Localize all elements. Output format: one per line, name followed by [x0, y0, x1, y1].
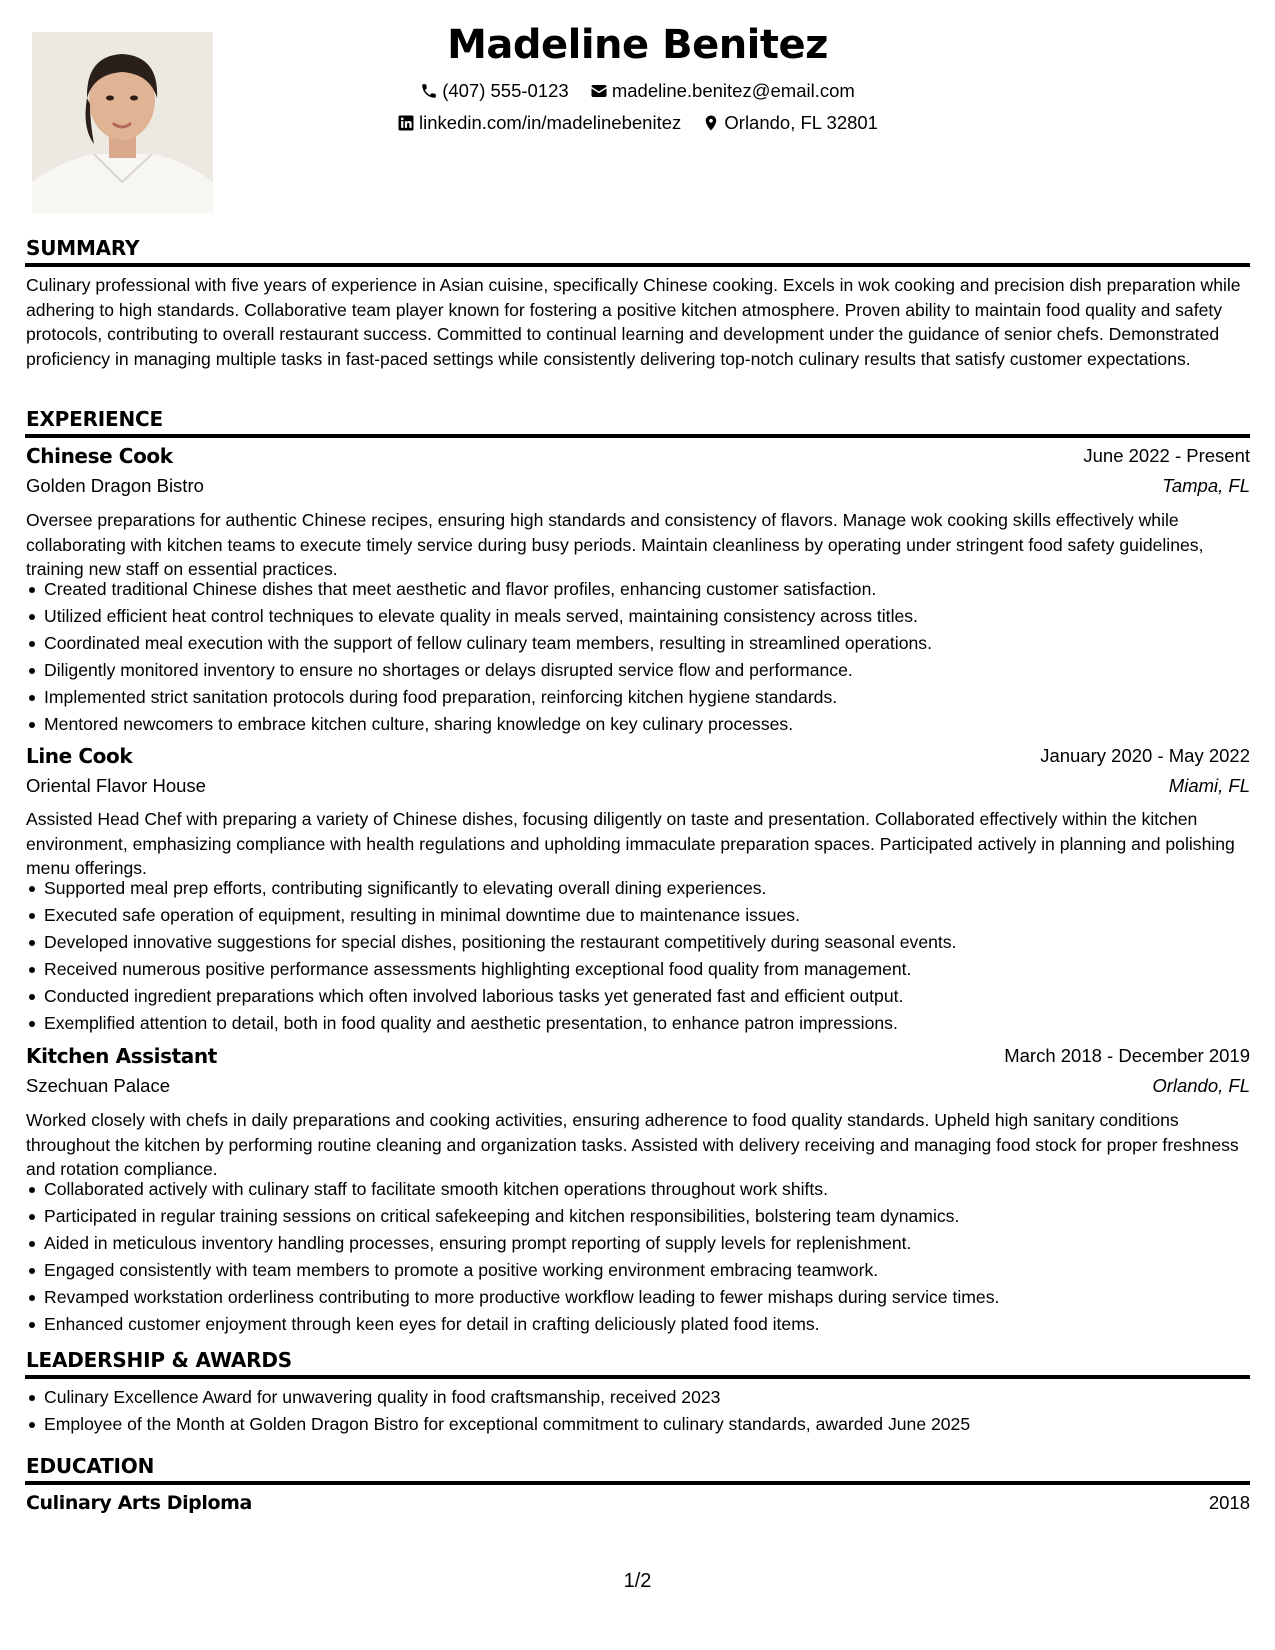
list-item: Created traditional Chinese dishes that meet aesthetic and flavor profiles, enhancing customer satisfaction.	[26, 576, 1252, 603]
linkedin-icon	[397, 114, 415, 132]
phone-text: (407) 555-0123	[442, 80, 569, 101]
list-item: Exemplified attention to detail, both in food quality and aesthetic presentation, to enhance patron impressions.	[26, 1010, 1252, 1037]
list-item: Coordinated meal execution with the support of fellow culinary team members, resulting in streamlined operations.	[26, 630, 1252, 657]
location-text: Orlando, FL 32801	[724, 112, 878, 133]
job-title: Kitchen Assistant	[26, 1044, 217, 1068]
job-description: Worked closely with chefs in daily preparations and cooking activities, ensuring adherence to food quality standards. Upheld high sanitary conditions throughout the kitchen by performing routine cleaning and organization tasks. Assisted with delivery receiving and managing food stock for proper freshness and rotation compliance.	[26, 1110, 1239, 1180]
company-name: Oriental Flavor House	[26, 775, 206, 796]
list-item: Diligently monitored inventory to ensure no shortages or delays disrupted service flow and performance.	[26, 657, 1252, 684]
phone-contact[interactable]	[420, 80, 569, 102]
contact-row-primary	[0, 80, 1275, 105]
list-item: Utilized efficient heat control techniques to elevate quality in meals served, maintaining consistency across titles.	[26, 603, 1252, 630]
job-dates: June 2022 - Present	[1083, 445, 1250, 466]
job-title: Chinese Cook	[26, 444, 173, 468]
job-bullet-list	[26, 1176, 1252, 1338]
job-location: Tampa, FL	[1162, 475, 1250, 496]
summary-divider	[25, 263, 1250, 267]
list-item: Revamped workstation orderliness contributing to more productive workflow leading to fewer mishaps during service times.	[26, 1284, 1252, 1311]
list-item: Implemented strict sanitation protocols during food preparation, reinforcing kitchen hygiene standards.	[26, 684, 1252, 711]
company-name: Szechuan Palace	[26, 1075, 170, 1096]
company-name: Golden Dragon Bistro	[26, 475, 204, 496]
email-contact[interactable]	[590, 80, 855, 102]
summary-heading: SUMMARY	[26, 236, 140, 260]
map-pin-icon	[702, 114, 720, 132]
envelope-icon	[590, 82, 608, 100]
job-location: Miami, FL	[1168, 775, 1250, 796]
list-item: Mentored newcomers to embrace kitchen culture, sharing knowledge on key culinary processes.	[26, 711, 1252, 738]
list-item: Aided in meticulous inventory handling processes, ensuring prompt reporting of supply levels for replenishment.	[26, 1230, 1252, 1257]
list-item: Collaborated actively with culinary staff to facilitate smooth kitchen operations throughout work shifts.	[26, 1176, 1252, 1203]
contact-row-secondary	[0, 112, 1275, 137]
awards-list	[26, 1384, 1252, 1438]
job-location: Orlando, FL	[1152, 1075, 1250, 1096]
job-dates: March 2018 - December 2019	[1004, 1045, 1250, 1066]
phone-icon	[420, 82, 438, 100]
summary-text: Culinary professional with five years of experience in Asian cuisine, specifically Chinese cooking. Excels in wok cooking and precision dish preparation while adhering to high standards. Collaborative team player known for fostering a positive kitchen atmosphere. Proven ability to maintain food quality and safety protocols, contributing to overall restaurant success. Committed to continual learning and development under the guidance of senior chefs. Demonstrated proficiency in managing multiple tasks in fast-paced settings while consistently delivering top-notch culinary results that satisfy customer expectations.	[26, 275, 1241, 369]
job-title: Line Cook	[26, 744, 133, 768]
job-description: Oversee preparations for authentic Chinese recipes, ensuring high standards and consistency of flavors. Manage wok cooking skills effectively while collaborating with kitchen teams to execute timely service during busy periods. Maintain cleanliness by operating under stringent food safety guidelines, training new staff on essential practices.	[26, 510, 1204, 580]
list-item: Employee of the Month at Golden Dragon Bistro for exceptional commitment to culinary standards, awarded June 2025	[26, 1411, 1252, 1438]
job-bullet-list	[26, 875, 1252, 1037]
linkedin-contact[interactable]	[397, 112, 681, 134]
list-item: Developed innovative suggestions for special dishes, positioning the restaurant competitively during seasonal events.	[26, 929, 1252, 956]
leadership-divider	[25, 1375, 1250, 1379]
list-item: Culinary Excellence Award for unwavering quality in food craftsmanship, received 2023	[26, 1384, 1252, 1411]
degree-title: Culinary Arts Diploma	[26, 1492, 252, 1514]
education-heading: EDUCATION	[26, 1454, 155, 1478]
job-dates: January 2020 - May 2022	[1040, 745, 1250, 766]
education-divider	[25, 1481, 1250, 1485]
list-item: Executed safe operation of equipment, resulting in minimal downtime due to maintenance issues.	[26, 902, 1252, 929]
list-item: Conducted ingredient preparations which often involved laborious tasks yet generated fast and efficient output.	[26, 983, 1252, 1010]
list-item: Engaged consistently with team members to promote a positive working environment embracing teamwork.	[26, 1257, 1252, 1284]
list-item: Received numerous positive performance assessments highlighting exceptional food quality from management.	[26, 956, 1252, 983]
page-number: 1/2	[623, 1570, 652, 1592]
education-year: 2018	[1208, 1492, 1250, 1513]
experience-heading: EXPERIENCE	[26, 407, 163, 431]
linkedin-text: linkedin.com/in/madelinebenitez	[419, 112, 682, 133]
location-contact	[702, 112, 878, 134]
list-item: Supported meal prep efforts, contributing significantly to elevating overall dining experiences.	[26, 875, 1252, 902]
job-description: Assisted Head Chef with preparing a variety of Chinese dishes, focusing diligently on taste and presentation. Collaborated effectively within the kitchen environment, emphasizing compliance with health regulations and upholding immaculate preparation spaces. Participated actively in planning and polishing menu offerings.	[26, 809, 1235, 879]
leadership-heading: LEADERSHIP & AWARDS	[26, 1348, 292, 1372]
email-text: madeline.benitez@email.com	[611, 80, 855, 101]
list-item: Participated in regular training sessions on critical safekeeping and kitchen responsibilities, bolstering team dynamics.	[26, 1203, 1252, 1230]
job-bullet-list	[26, 576, 1252, 738]
candidate-name: Madeline Benitez	[447, 22, 828, 68]
list-item: Enhanced customer enjoyment through keen eyes for detail in crafting deliciously plated food items.	[26, 1311, 1252, 1338]
experience-divider	[25, 434, 1250, 438]
